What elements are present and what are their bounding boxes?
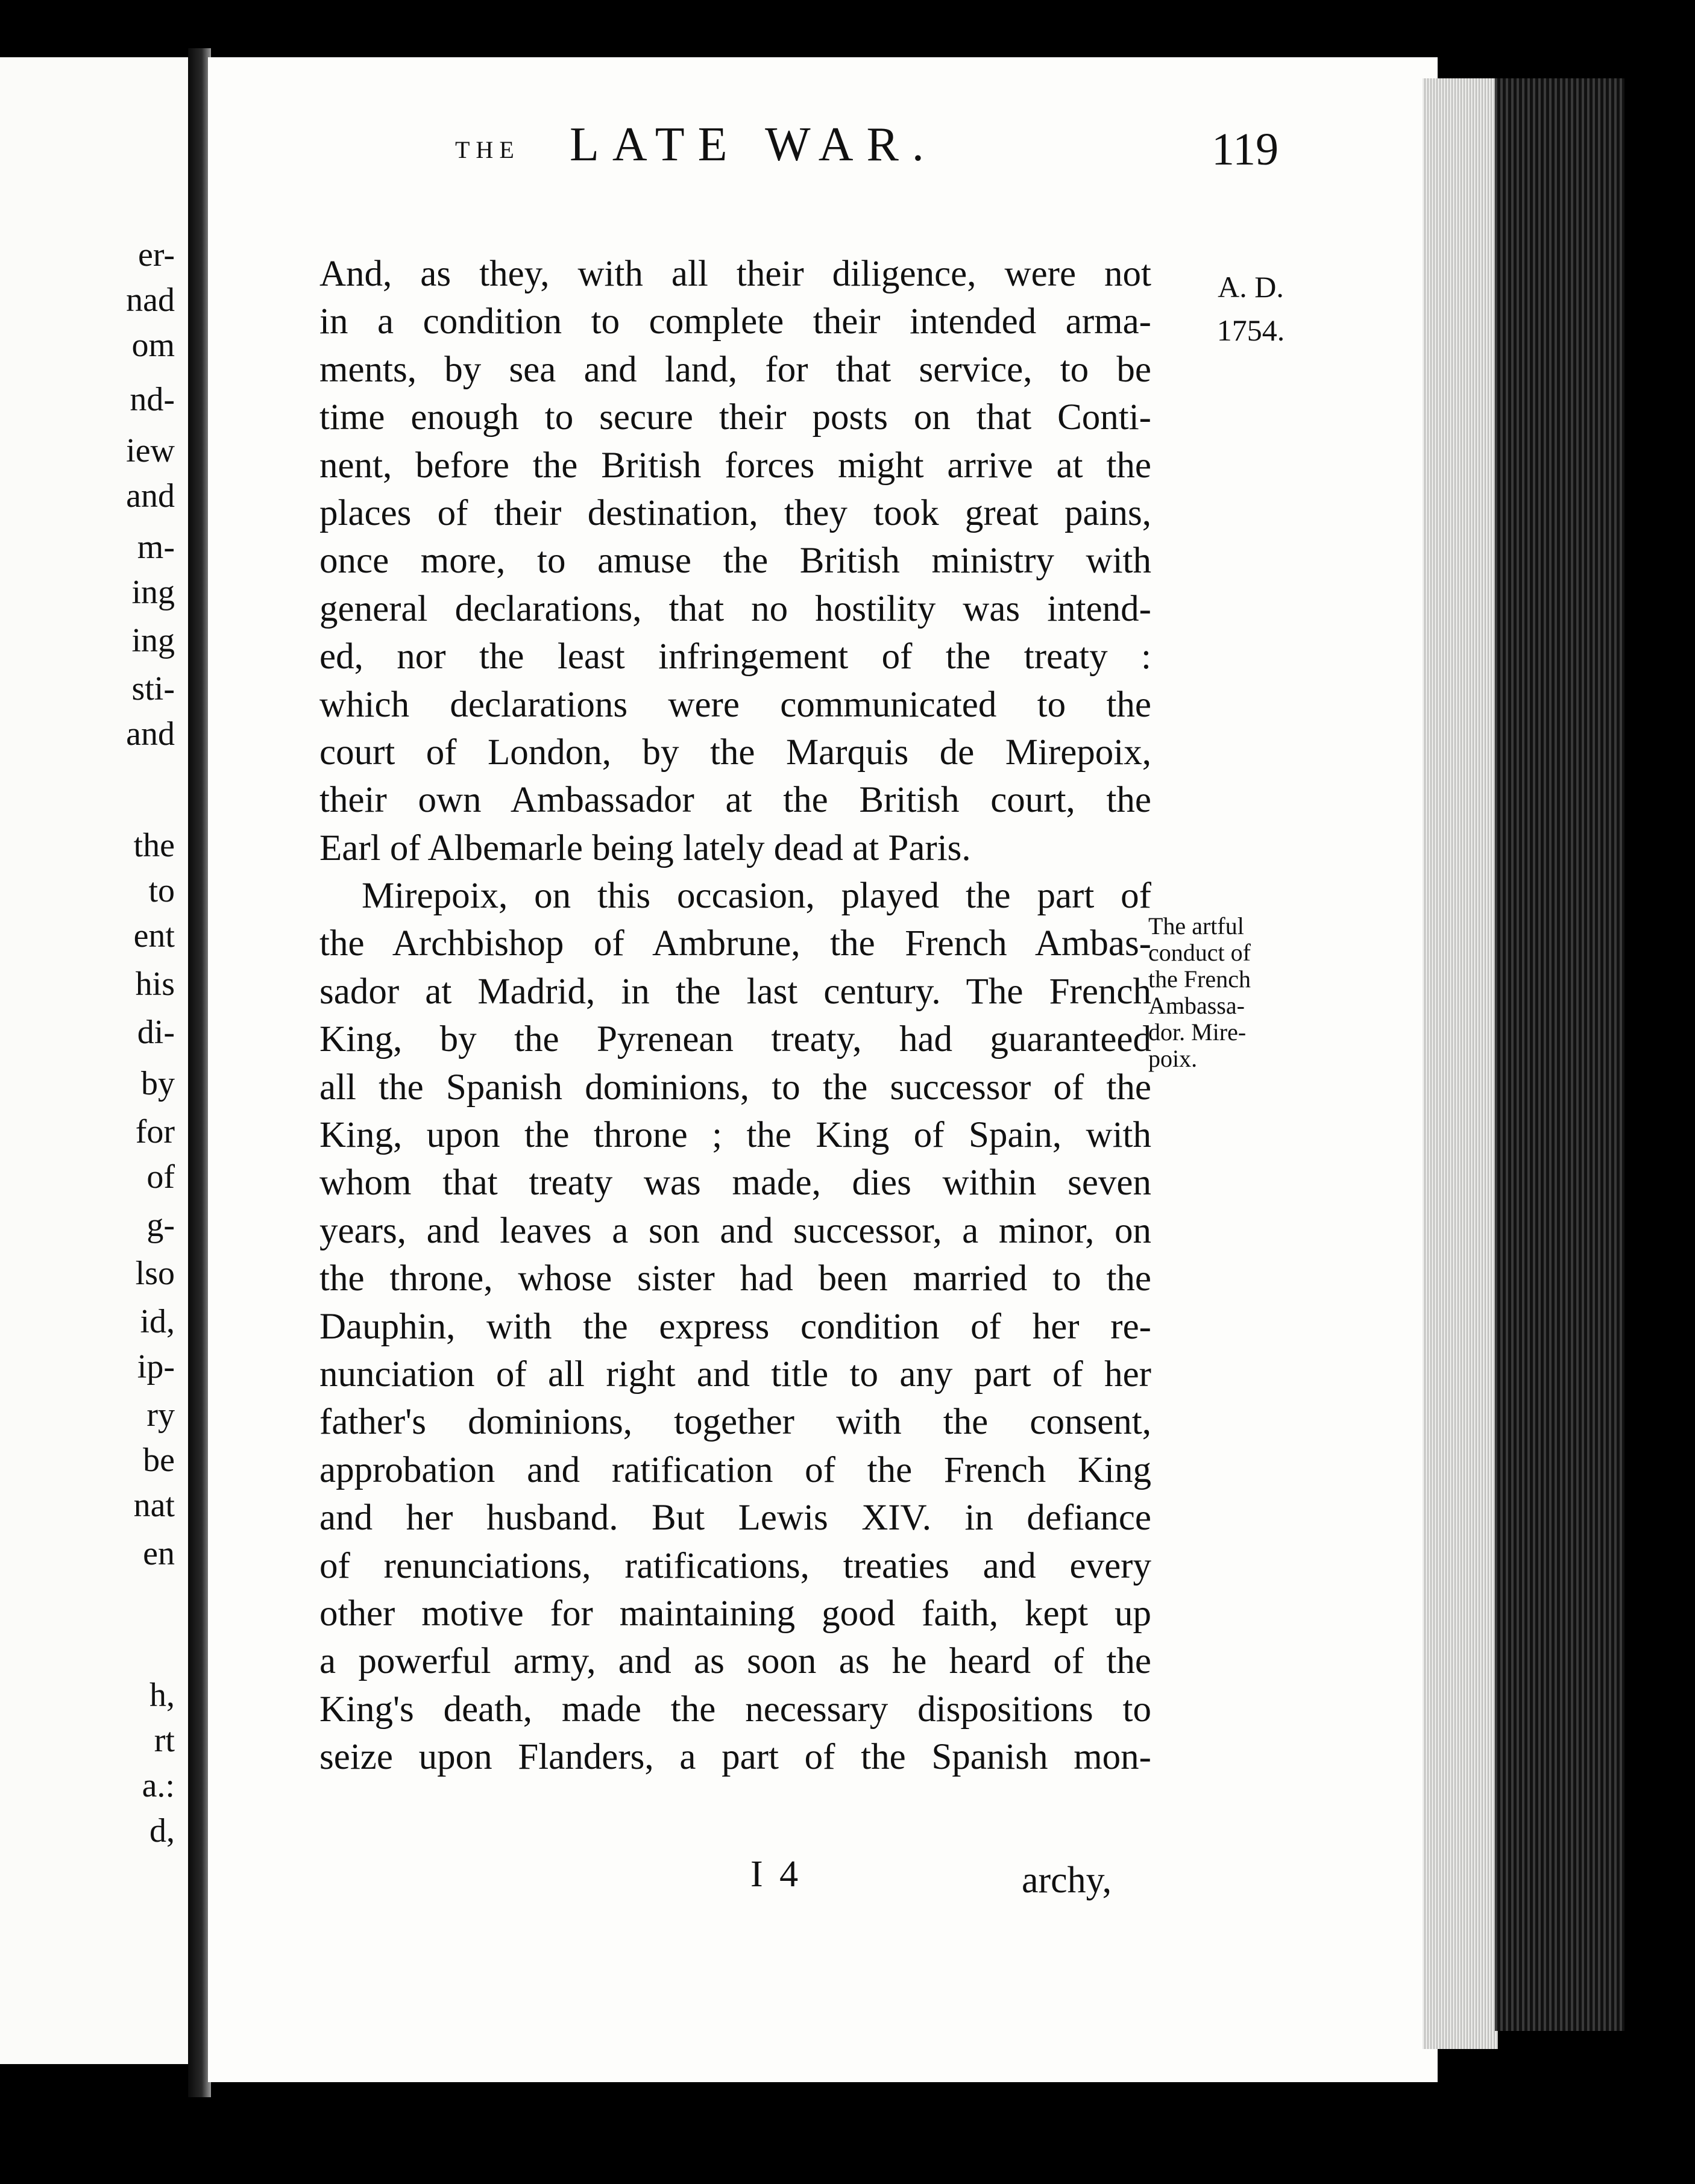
left-page-fragment: er- [137, 236, 175, 274]
left-page-fragment: ip- [137, 1348, 175, 1385]
book-fore-edge [1495, 78, 1624, 2031]
text-line: approbation and ratification of the French King [319, 1449, 1151, 1490]
left-page-fragment: and [126, 715, 175, 753]
text-line: their own Ambassador at the British court, the [319, 780, 1151, 821]
marginal-note-date [1190, 265, 1311, 352]
left-page-fragment: to [148, 872, 175, 909]
text-line: general declarations, that no hostility was intend- [319, 588, 1151, 629]
text-line: Earl of Albemarle being lately dead at Paris. [319, 827, 971, 868]
left-page-fragment: the [133, 827, 175, 864]
marginal-note-line: conduct of [1148, 939, 1251, 966]
left-page-fragment: ing [131, 574, 175, 611]
left-page-fragment: nd- [130, 381, 175, 418]
marginal-note-line: dor. Mire- [1148, 1018, 1247, 1046]
left-page-fragment: by [141, 1065, 175, 1102]
text-line: the Archbishop of Ambrune, the French Ambas- [319, 923, 1151, 964]
text-line: of renunciations, ratifications, treaties and every [319, 1545, 1151, 1586]
text-line: nent, before the British forces might arrive at the [319, 445, 1151, 486]
marginal-note-line: 1754. [1216, 313, 1285, 347]
left-page-fragment: and [126, 477, 175, 515]
marginal-note-line: poix. [1148, 1045, 1198, 1072]
marginal-note-line: the French [1148, 965, 1251, 993]
left-page-fragment: h, [149, 1677, 175, 1714]
left-page-fragment: ry [146, 1396, 175, 1434]
left-page-fragment: om [131, 327, 175, 364]
left-page-fragment: m- [137, 529, 175, 566]
left-page-fragment: ent [133, 917, 175, 955]
signature-mark: I 4 [750, 1854, 802, 1895]
text-line: time enough to secure their posts on that Conti- [319, 397, 1151, 438]
text-line: all the Spanish dominions, to the successor of the [319, 1067, 1151, 1108]
body-text [319, 250, 1151, 1781]
left-page-fragment: of [146, 1158, 175, 1196]
left-page-fragment: his [135, 965, 175, 1003]
catchword: archy, [1022, 1860, 1112, 1901]
left-page-fragment: nat [133, 1487, 175, 1524]
text-line: which declarations were communicated to the [319, 684, 1151, 725]
page-edges [1423, 78, 1498, 2049]
text-line: ments, by sea and land, for that service, to be [319, 349, 1151, 390]
marginal-note-line: A. D. [1218, 270, 1284, 304]
left-page-fragment: be [143, 1442, 175, 1479]
left-page-fragment: rt [154, 1722, 175, 1759]
text-line: ed, nor the least infringement of the treaty : [319, 636, 1151, 677]
text-line: seize upon Flanders, a part of the Spanish mon- [319, 1737, 1151, 1778]
text-line: a powerful army, and as soon as he heard of the [319, 1641, 1151, 1682]
left-page [0, 57, 192, 2064]
marginal-note-line: Ambassa- [1148, 992, 1245, 1019]
text-line: father's dominions, together with the consent, [319, 1402, 1151, 1443]
left-page-fragment: ing [131, 622, 175, 659]
text-line: sador at Madrid, in the last century. The French [319, 971, 1151, 1012]
text-line: once more, to amuse the British ministry with [319, 541, 1151, 582]
text-line: court of London, by the Marquis de Mirepoix, [319, 732, 1151, 773]
left-page-fragment: d, [149, 1812, 175, 1850]
running-head-title: LATE WAR. [570, 118, 937, 171]
left-page-fragment: a.: [142, 1767, 175, 1804]
text-line: nunciation of all right and title to any part of her [319, 1354, 1151, 1395]
text-line: King, upon the throne ; the King of Spain, with [319, 1115, 1151, 1156]
text-line: whom that treaty was made, dies within seven [319, 1163, 1151, 1203]
text-line: and her husband. But Lewis XIV. in defiance [319, 1498, 1151, 1539]
text-line: King, by the Pyrenean treaty, had guaranteed [319, 1019, 1151, 1060]
left-page-text-fragments [0, 57, 188, 2064]
left-page-fragment: lso [135, 1255, 175, 1292]
running-head-the: THE [455, 136, 520, 163]
text-line: other motive for maintaining good faith, kept up [319, 1593, 1151, 1634]
text-line: the throne, whose sister had been married to the [319, 1258, 1151, 1299]
left-page-fragment: iew [126, 432, 175, 469]
text-line: places of their destination, they took great pains, [319, 492, 1151, 533]
marginal-note-line: The artful [1148, 912, 1244, 940]
left-page-fragment: di- [137, 1014, 175, 1051]
marginal-note-artful-conduct [1148, 913, 1293, 1072]
left-page-fragment: id, [140, 1303, 175, 1340]
text-line: King's death, made the necessary dispositions to [319, 1689, 1151, 1730]
left-page-fragment: g- [146, 1207, 175, 1244]
text-line: And, as they, with all their diligence, were not [319, 254, 1151, 294]
text-line: in a condition to complete their intended arma- [319, 301, 1151, 342]
text-line: Mirepoix, on this occasion, played the part of [362, 876, 1151, 917]
left-page-fragment: sti- [131, 670, 175, 708]
left-page-fragment: en [143, 1535, 175, 1572]
page-number: 119 [1212, 124, 1279, 175]
left-page-fragment: nad [126, 281, 175, 319]
text-line: Dauphin, with the express condition of her re- [319, 1306, 1151, 1347]
left-page-fragment: for [135, 1113, 175, 1150]
text-line: years, and leaves a son and successor, a minor, on [319, 1210, 1151, 1251]
running-head [247, 118, 1332, 184]
